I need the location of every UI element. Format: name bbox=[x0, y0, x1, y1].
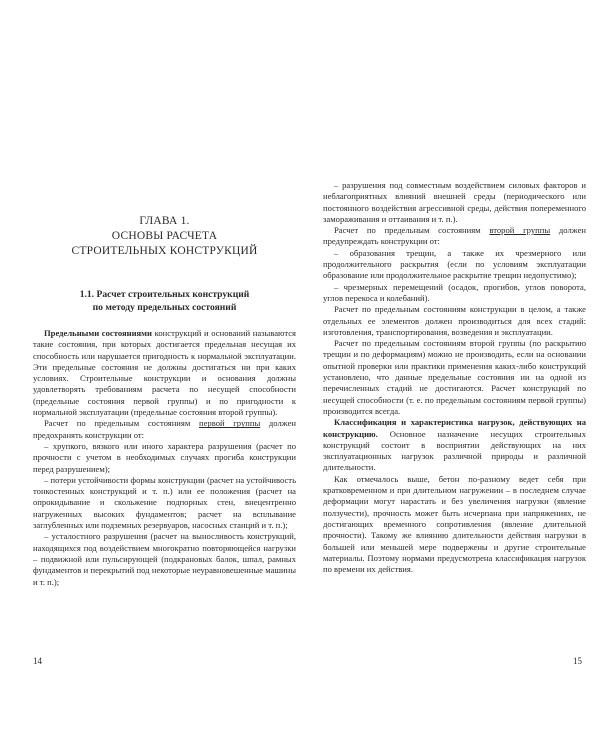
right-page bbox=[323, 180, 586, 575]
paragraph: Как отмечалось выше, бетон по-разному ведет себя при кратковременном и при длительном нагружении – в последнем случае деформации могут нарастать и без увеличения нагрузки (явление ползучести), прочность может быть исчерпана при напряжениях, не достигающих временного сопротивления (явление длительной прочности). Такому же влиянию длительности действия нагрузки в большей или меньшей мере подвержены и другие строительные материалы. Поэтому нормами предусмотрена классификация нагрузок по времени их действия. bbox=[323, 473, 586, 575]
section-title: 1.1. Расчет строительных конструкций по методу предельных состояний bbox=[79, 289, 250, 313]
paragraph-classification: Классификация и характеристика нагрузок, действующих на конструкцию. Основное назначение несущих строительных конструкций состоит в восприятии действующих на них эксплуатационных нагрузок различной природы и различной длительности. bbox=[323, 417, 586, 473]
list-item: – усталостного разрушения (расчет на выносливость конструкций, находящихся под воздействием многократно повторяющейся нагрузки – подвижной или пульсирующей (подкрановых балок, шпал, рамных фундаментов и перекрытий под некоторые неуравновешенные машины и т. п.); bbox=[33, 531, 296, 587]
chapter-title: ГЛАВА 1. ОСНОВЫ РАСЧЕТА СТРОИТЕЛЬНЫХ КОНСТРУКЦИЙ bbox=[71, 215, 258, 257]
left-page bbox=[33, 178, 296, 588]
paragraph-second-group: Расчет по предельным состояниям второй группы должен предупреждать конструкции от: bbox=[323, 225, 586, 247]
list-item: – образования трещин, а также их чрезмерного или продолжительного раскрытия (если по условиям эксплуатации образование или продолжительное раскрытие трещин недопустимо); bbox=[323, 247, 586, 281]
page-number-left: 14 bbox=[33, 656, 42, 666]
paragraph-definition: Предельными состояниями конструкций и оснований называются такие состояния, при которых достигается предельная несущая их способность или нарушается пригодность к нормальной эксплуатации. Эти предельные состояния не должны достигаться ни при каких условиях. Строительные конструкции и основания должны удовлетворять требованиям расчета по несущей способности (предельные состояния первой группы) и по пригодности к нормальной эксплуатации (предельные состояния второй группы). bbox=[33, 328, 296, 418]
page-number-right: 15 bbox=[573, 656, 582, 666]
paragraph: Расчет по предельным состояниям второй группы (по раскрытию трещин и по деформациям) можно не производить, если на основании опытной проверки или практики применения каких-либо конструкций установлено, что данные предельные состояния ни на одной из перечисленных стадий не достигаются. Расчет конструкций по несущей способности (т. е. по предельным состояниям первой группы) производится всегда. bbox=[323, 338, 586, 416]
list-item: – потери устойчивости формы конструкции (расчет на устойчивость тонкостенных конструкций и т. п.) или ее положения (расчет на опрокидывание и скольжение подпорных стен, внецентренно нагруженных высоких фундаментов; расчет на всплывание заглубленных или подземных резервуаров, насосных станций и т. п.); bbox=[33, 474, 296, 531]
paragraph: Расчет по предельным состояниям конструкции в целом, а также отдельных ее элементов должен производиться для всех стадий: изготовления, транспортирования, возведения и эксплуатации. bbox=[323, 304, 586, 337]
list-item: – чрезмерных перемещений (осадок, прогибов, углов поворота, углов перекоса и колебаний). bbox=[323, 281, 586, 303]
paragraph-first-group: Расчет по предельным состояниям первой группы должен предохранять конструкции от: bbox=[33, 418, 297, 440]
list-item: – хрупкого, вязкого или иного характера разрушения (расчет по прочности с учетом в необходимых случаях прогиба конструкции перед разрушением); bbox=[33, 440, 296, 474]
list-item: – разрушения под совместным воздействием силовых факторов и неблагоприятных влияний внешней среды (периодического или постоянного воздействия агрессивной среды, действия попеременного замораживания и оттаивания и т. п.). bbox=[323, 180, 586, 224]
